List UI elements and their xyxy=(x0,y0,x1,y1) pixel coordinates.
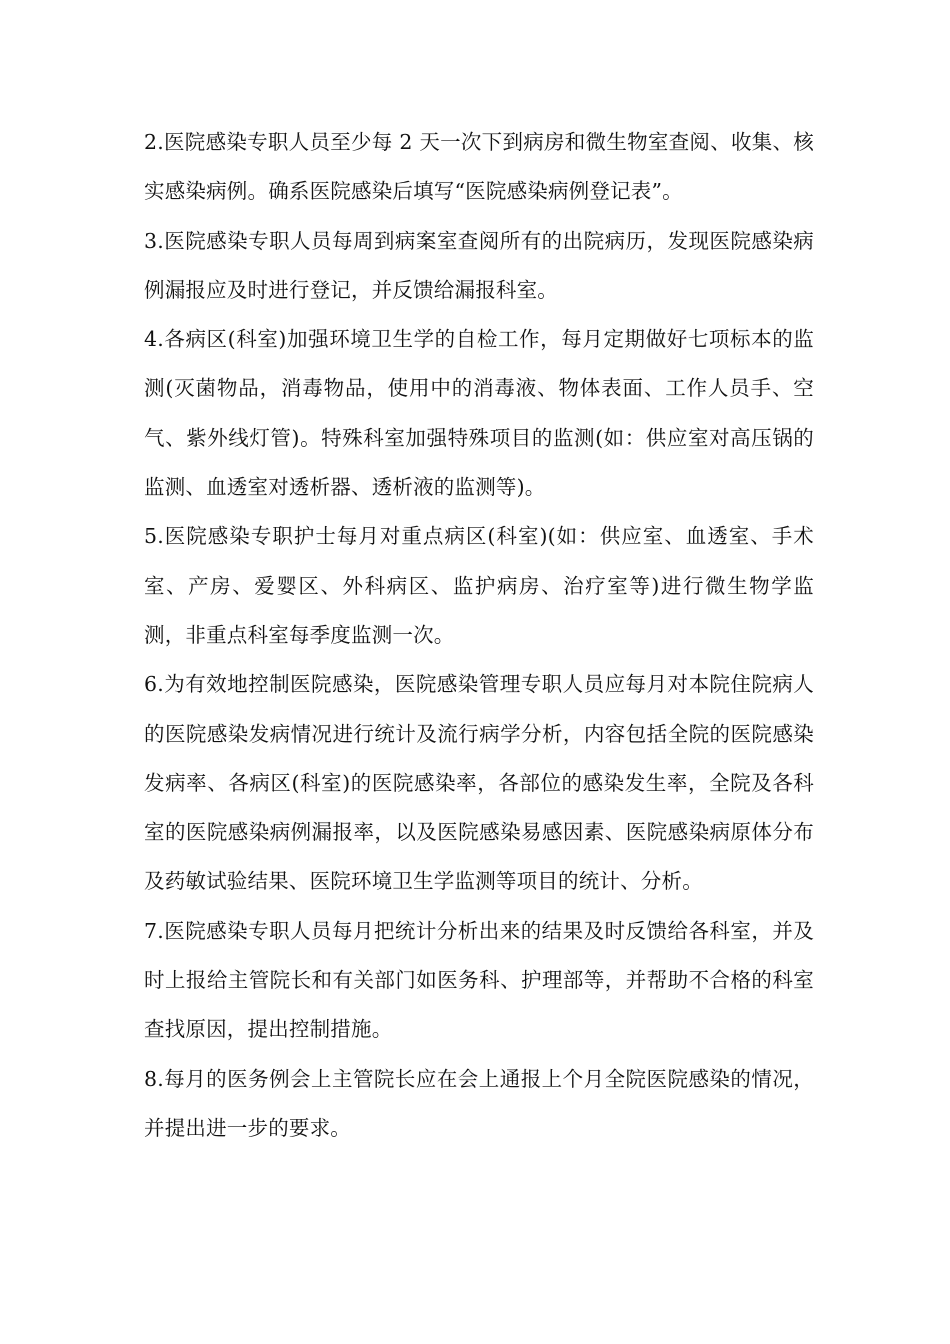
paragraph-item-6: 6.为有效地控制医院感染，医院感染管理专职人员应每月对本院住院病人的医院感染发病情况进行统计及流行病学分析，内容包括全院的医院感染发病率、各病区(科室)的医院感染率，各部位的感染发生率，全院及各科室的医院感染病例漏报率，以及医院感染易感因素、医院感染病原体分布及药敏试验结果、医院环境卫生学监测等项目的统计、分析。 xyxy=(144,672,814,894)
paragraph-item-7: 7.医院感染专职人员每月把统计分析出来的结果及时反馈给各科室，并及时上报给主管院长和有关部门如医务科、护理部等，并帮助不合格的科室查找原因，提出控制措施。 xyxy=(144,918,814,1042)
paragraph-item-5: 5.医院感染专职护士每月对重点病区(科室)(如：供应室、血透室、手术室、产房、爱婴区、外科病区、监护病房、治疗室等)进行微生物学监测，非重点科室每季度监测一次。 xyxy=(144,524,814,647)
document-body xyxy=(144,118,814,1153)
paragraph-item-2: 2.医院感染专职人员至少每 2 天一次下到病房和微生物室查阅、收集、核实感染病例。确系医院感染后填写“医院感染病例登记表”。 xyxy=(144,130,814,204)
paragraph-item-4: 4.各病区(科室)加强环境卫生学的自检工作，每月定期做好七项标本的监测(灭菌物品，消毒物品，使用中的消毒液、物体表面、工作人员手、空气、紫外线灯管)。特殊科室加强特殊项目的监测(如：供应室对高压锅的监测、血透室对透析器、透析液的监测等)。 xyxy=(144,327,814,500)
paragraph-item-3: 3.医院感染专职人员每周到病案室查阅所有的出院病历，发现医院感染病例漏报应及时进行登记，并反馈给漏报科室。 xyxy=(144,228,814,302)
paragraph-item-8: 8.每月的医务例会上主管院长应在会上通报上个月全院医院感染的情况，并提出进一步的要求。 xyxy=(144,1066,814,1140)
